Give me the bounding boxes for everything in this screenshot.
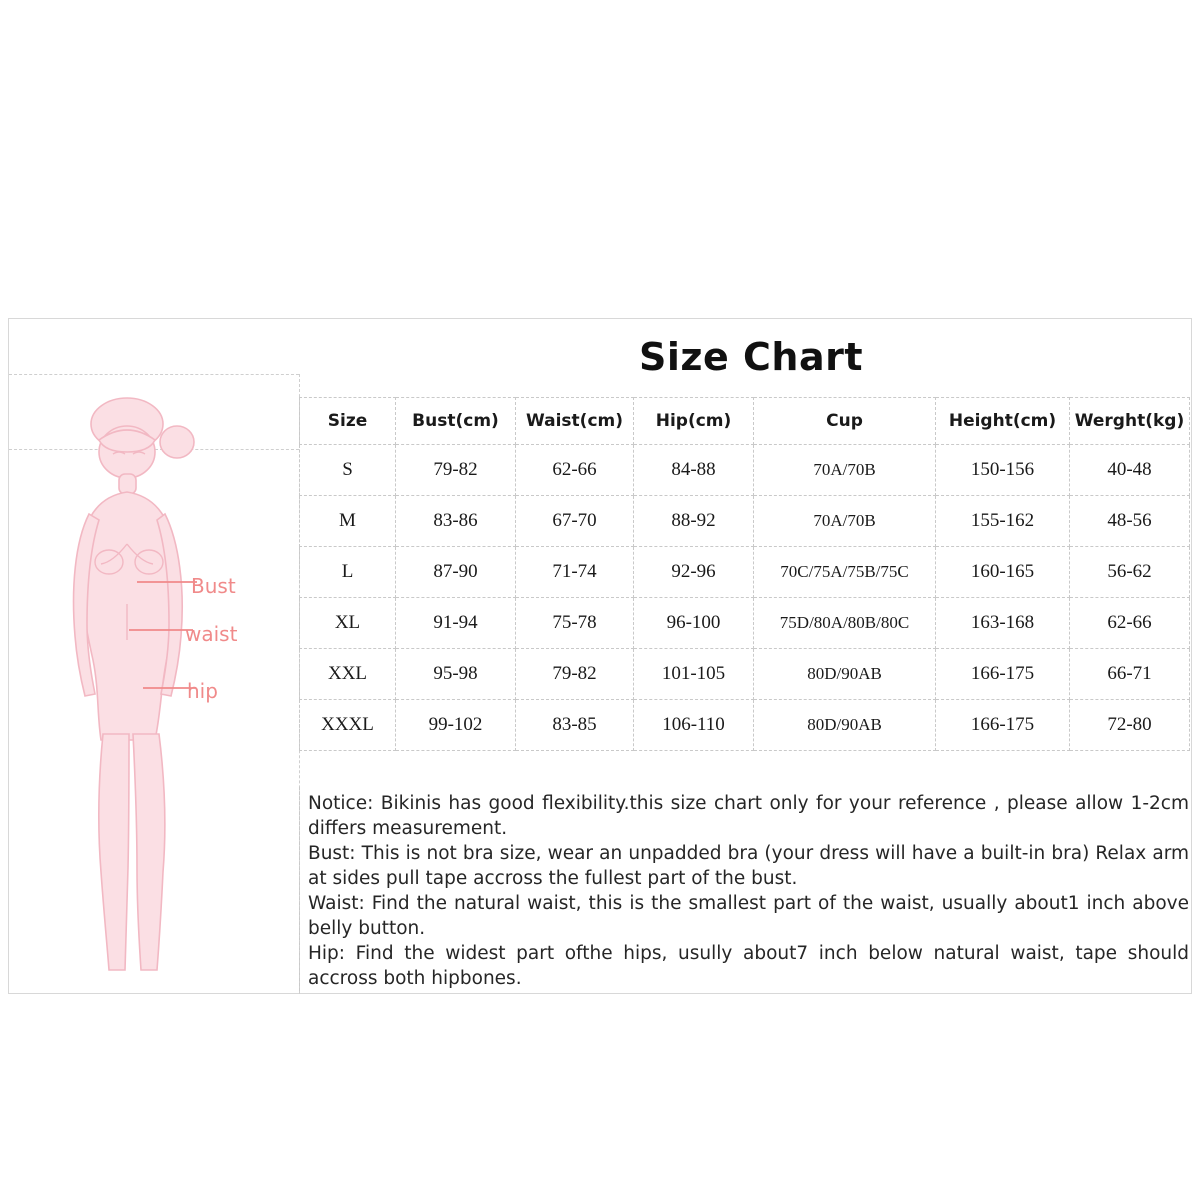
cell-waist: 79-82 [516, 649, 634, 700]
cell-cup: 70A/70B [754, 496, 936, 547]
figure-label-hip: hip [187, 679, 218, 703]
table-row [300, 649, 1190, 700]
cell-height: 166-175 [936, 649, 1070, 700]
table-row [300, 547, 1190, 598]
notice-line-general: Notice: Bikinis has good flexibility.this size chart only for your reference , please allow 1-2cm differs measurement. [308, 793, 1189, 839]
column-header-hip: Hip(cm) [634, 398, 754, 445]
cell-hip: 88-92 [634, 496, 754, 547]
cell-cup: 70C/75A/75B/75C [754, 547, 936, 598]
cell-waist: 62-66 [516, 445, 634, 496]
cell-bust: 99-102 [396, 700, 516, 751]
cell-size: XXL [300, 649, 396, 700]
cell-bust: 79-82 [396, 445, 516, 496]
cell-waist: 83-85 [516, 700, 634, 751]
cell-height: 155-162 [936, 496, 1070, 547]
table-row [300, 496, 1190, 547]
size-chart-card [8, 318, 1192, 994]
cell-hip: 84-88 [634, 445, 754, 496]
cell-weight: 56-62 [1070, 547, 1190, 598]
column-header-weight: Werght(kg) [1070, 398, 1190, 445]
cell-waist: 75-78 [516, 598, 634, 649]
cell-cup: 80D/90AB [754, 700, 936, 751]
cell-hip: 96-100 [634, 598, 754, 649]
cell-cup: 70A/70B [754, 445, 936, 496]
figure-label-waist: waist [185, 622, 238, 646]
notice-line-waist: Waist: Find the natural waist, this is the smallest part of the waist, usually about1 inch above belly button. [308, 893, 1189, 939]
page-title: Size Chart [638, 335, 863, 379]
cell-size: XXXL [300, 700, 396, 751]
cell-waist: 67-70 [516, 496, 634, 547]
cell-cup: 80D/90AB [754, 649, 936, 700]
column-header-waist: Waist(cm) [516, 398, 634, 445]
cell-hip: 92-96 [634, 547, 754, 598]
cell-weight: 40-48 [1070, 445, 1190, 496]
cell-weight: 62-66 [1070, 598, 1190, 649]
cell-weight: 72-80 [1070, 700, 1190, 751]
cell-bust: 83-86 [396, 496, 516, 547]
cell-waist: 71-74 [516, 547, 634, 598]
table-row [300, 598, 1190, 649]
column-header-height: Height(cm) [936, 398, 1070, 445]
cell-height: 166-175 [936, 700, 1070, 751]
cell-hip: 106-110 [634, 700, 754, 751]
cell-hip: 101-105 [634, 649, 754, 700]
table-header-row [300, 398, 1190, 445]
table-row [300, 445, 1190, 496]
cell-size: S [300, 445, 396, 496]
figure-label-bust: Bust [191, 574, 236, 598]
column-header-cup: Cup [754, 398, 936, 445]
cell-height: 163-168 [936, 598, 1070, 649]
cell-height: 160-165 [936, 547, 1070, 598]
cell-weight: 48-56 [1070, 496, 1190, 547]
column-header-size: Size [300, 398, 396, 445]
column-header-bust: Bust(cm) [396, 398, 516, 445]
size-chart-table [299, 397, 1190, 751]
notice-block [299, 787, 1189, 991]
cell-size: XL [300, 598, 396, 649]
notice-line-bust: Bust: This is not bra size, wear an unpadded bra (your dress will have a built-in bra) Relax arm at sides pull tape accross the fullest part of the bust. [308, 843, 1189, 889]
cell-cup: 75D/80A/80B/80C [754, 598, 936, 649]
cell-weight: 66-71 [1070, 649, 1190, 700]
cell-height: 150-156 [936, 445, 1070, 496]
table-row [300, 700, 1190, 751]
cell-bust: 95-98 [396, 649, 516, 700]
cell-size: L [300, 547, 396, 598]
female-body-illustration [9, 374, 299, 994]
cell-bust: 91-94 [396, 598, 516, 649]
cell-bust: 87-90 [396, 547, 516, 598]
body-measurement-figure [9, 374, 299, 994]
cell-size: M [300, 496, 396, 547]
notice-line-hip: Hip: Find the widest part ofthe hips, usully about7 inch below natural waist, tape should accross both hipbones. [308, 943, 1189, 989]
